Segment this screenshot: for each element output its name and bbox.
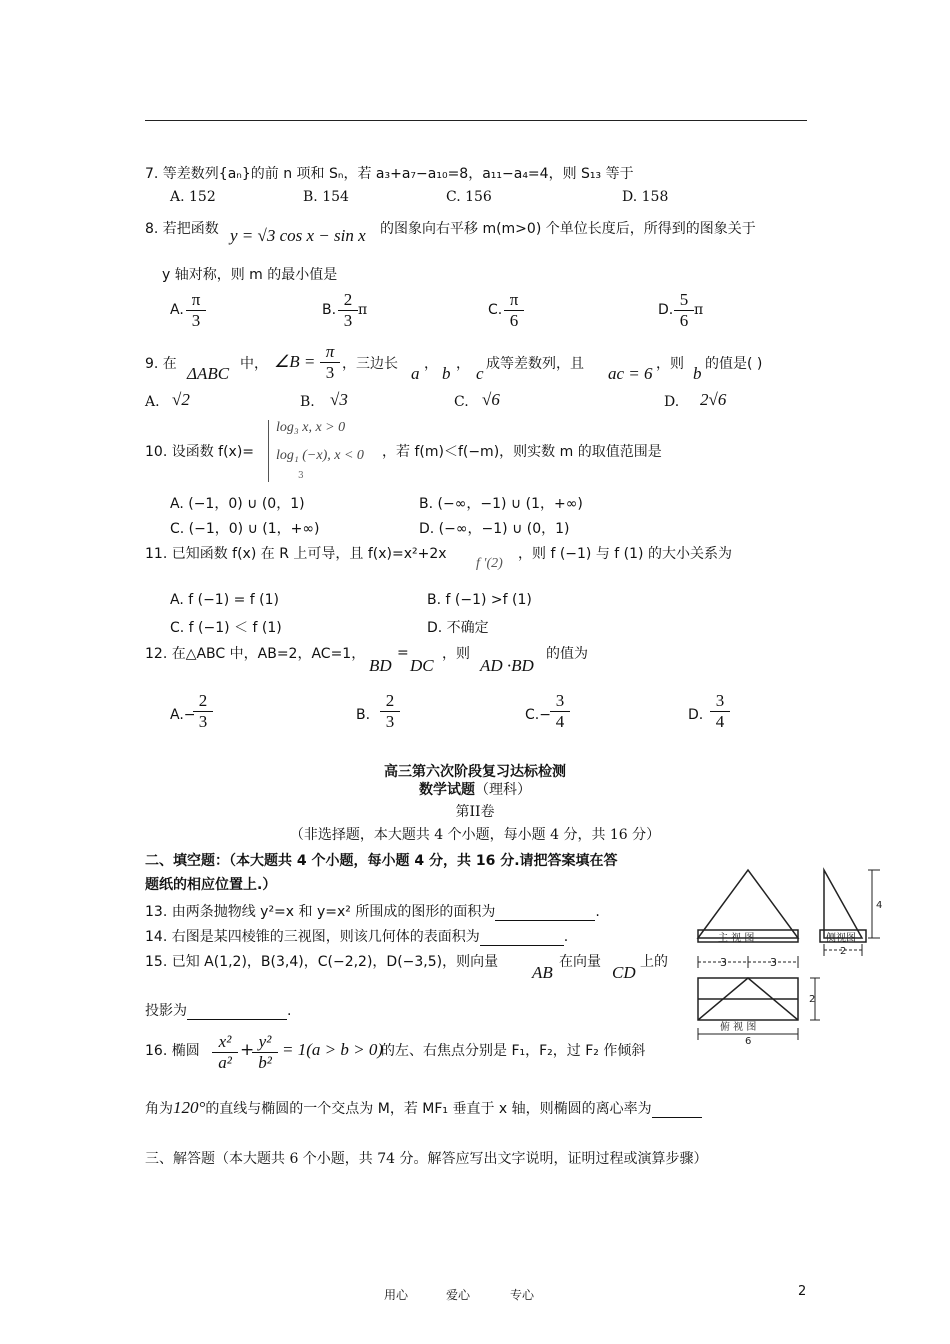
side-view: [820, 870, 866, 942]
q7-option-a: A. 152: [170, 189, 216, 205]
q8-option-a-frac: $\frac{\pi}{3}$: [186, 290, 206, 331]
exam-subtitle: 数学试题（理科）: [419, 782, 531, 798]
q7-option-c: C. 156: [446, 189, 492, 205]
q14-answer-blank: [480, 931, 564, 946]
q15-vector-ab: AB: [532, 963, 553, 982]
q12-option-b-label: B.: [356, 707, 371, 723]
q9-part3: ，三边长: [342, 356, 398, 372]
q12-option-a-label: A.−: [170, 707, 196, 723]
q9-part1: 9. 在: [145, 356, 177, 372]
q15-line2: 投影为 .: [145, 1003, 292, 1019]
q16-part2: 的左、右焦点分别是 F₁，F₂，过 F₂ 作倾斜: [381, 1043, 646, 1059]
q9-side-b: b: [442, 364, 451, 383]
q13-text: 13. 由两条抛物线 y²=x 和 y=x² 所围成的图形的面积为 .: [145, 904, 600, 920]
q15-answer-blank: [187, 1005, 287, 1020]
q9-option-a-value: √2: [172, 390, 190, 409]
q7-option-d: D. 158: [622, 189, 669, 205]
q10-option-b: B. (−∞，−1) ∪ (1，+∞): [419, 496, 583, 512]
q9-triangle: ΔABC: [187, 364, 230, 383]
page-number: 2: [798, 1284, 807, 1299]
header-rule: [145, 120, 807, 121]
q11-option-b: B. f (−1) >f (1): [427, 592, 532, 608]
dimension-4: 4: [876, 900, 883, 911]
exam-title: 高三第六次阶段复习达标检测: [384, 764, 566, 780]
q9-option-d-label: D.: [664, 394, 680, 410]
q15-vector-cd: CD: [612, 963, 636, 982]
q16-part1: 16. 椭圆: [145, 1043, 200, 1059]
q8-option-c-frac: $\frac{\pi}{6}$: [504, 290, 524, 331]
q12-option-d-label: D.: [688, 707, 704, 723]
q16-plus: +: [240, 1040, 255, 1060]
q15-part3: 上的: [640, 954, 668, 970]
q12-vector-dc: DC: [410, 656, 434, 675]
q12-part2: ，则: [442, 646, 470, 662]
q16-x-frac: $\frac{\text{x²}}{\text{a²}}$: [212, 1032, 238, 1073]
section-2-line1: 二、填空题：（本大题共 4 个小题，每小题 4 分，共 16 分.请把答案填在答: [145, 853, 618, 869]
q11-option-d: D. 不确定: [427, 620, 489, 636]
q15-part1: 15. 已知 A(1,2)，B(3,4)，C(−2,2)，D(−3,5)，则向量: [145, 954, 499, 970]
q12-part1: 12. 在△ABC 中，AB=2，AC=1，: [145, 646, 366, 662]
q12-option-c-label: C.−: [525, 707, 551, 723]
dimension-lines: [698, 870, 883, 1040]
volume-description: （非选择题，本大题共 4 个小题，每小题 4 分，共 16 分）: [289, 827, 661, 843]
dimension-6: 6: [745, 1036, 752, 1045]
q13-answer-blank: [495, 906, 595, 921]
q8-option-d-label: D.: [658, 302, 674, 318]
q9-angle-frac: $\frac{\pi}{3}$: [320, 342, 340, 383]
q12-option-c-frac: $\frac{3}{4}$: [550, 691, 570, 732]
q11-part1: 11. 已知函数 f(x) 在 R 上可导，且 f(x)=x²+2x: [145, 546, 447, 562]
q9-option-b-label: B.: [300, 394, 315, 410]
q12-part3: 的值为: [546, 646, 588, 662]
three-view-figure: [690, 860, 885, 1045]
q9-option-c-value: √6: [482, 390, 500, 409]
q8-option-b-pi: π: [358, 302, 368, 318]
footer-word-2: 爱心: [446, 1288, 471, 1302]
q9-side-c: c: [476, 364, 484, 383]
q7-stem: 7. 等差数列{aₙ}的前 n 项和 Sₙ，若 a₃+a₇−a₁₀=8，a₁₁−a₄=4，则 S₁₃ 等于: [145, 166, 634, 182]
q9-side-a: a: [411, 364, 420, 383]
section-2-line2: 题纸的相应位置上.）: [145, 877, 277, 893]
q9-ac-equals: ac = 6: [608, 364, 653, 383]
q8-option-b-frac: $\frac{2}{3}$: [338, 290, 358, 331]
volume-label: 第II卷: [455, 804, 495, 820]
q10-case2-base: 3: [298, 471, 304, 481]
section-3: 三、解答题（本大题共 6 个小题，共 74 分。解答应写出文字说明，证明过程或演算步骤）: [145, 1151, 708, 1167]
front-view-label: 主 视 图: [718, 933, 755, 944]
q8-option-d-pi: π: [694, 302, 704, 318]
q7-option-b: B. 154: [303, 189, 349, 205]
q16-answer-blank: [652, 1103, 702, 1118]
q8-option-d-frac: $\frac{5}{6}$: [674, 290, 694, 331]
q9-comma1: ，: [424, 356, 438, 372]
q8-line2: y 轴对称，则 m 的最小值是: [162, 267, 338, 283]
q9-option-c-label: C.: [454, 394, 469, 410]
q10-option-c: C. (−1，0) ∪ (1，+∞): [170, 521, 320, 537]
dimension-2-top: 2: [809, 994, 816, 1005]
q11-option-a: A. f (−1) = f (1): [170, 592, 280, 608]
q8-option-a-label: A.: [170, 302, 184, 318]
q11-derivative: f ′(2): [476, 556, 503, 571]
footer-word-3: 专心: [510, 1288, 535, 1302]
q10-case-brace: [268, 420, 269, 482]
q10-option-d: D. (−∞，−1) ∪ (0，1): [419, 521, 570, 537]
footer-word-1: 用心: [384, 1288, 409, 1302]
top-view-label: 俯 视 图: [720, 1022, 757, 1033]
q9-part6: 的值是( ): [705, 356, 763, 372]
q9-part5: ，则: [656, 356, 684, 372]
top-view: [698, 978, 798, 1020]
q9-option-d-value: 2√6: [700, 390, 727, 409]
q9-part4: 成等差数列，且: [486, 356, 584, 372]
front-view: [698, 870, 798, 942]
q10-case2: log₁ (−x), x < 0: [276, 448, 364, 463]
q9-b: b: [693, 364, 702, 383]
q10-part2: ，若 f(m)＜f(−m)，则实数 m 的取值范围是: [382, 444, 662, 460]
dimension-3-left: 3: [720, 956, 727, 969]
q10-option-a: A. (−1，0) ∪ (0，1): [170, 496, 305, 512]
q12-option-b-frac: $\frac{2}{3}$: [380, 691, 400, 732]
q9-comma2: ，: [456, 356, 470, 372]
q8-option-b-label: B.: [322, 302, 337, 318]
q12-option-a-frac: $\frac{2}{3}$: [193, 691, 213, 732]
q8-stem-prefix: 8. 若把函数: [145, 221, 219, 237]
q16-line2: 角为120°的直线与椭圆的一个交点为 M，若 MF₁ 垂直于 x 轴，则椭圆的离心率为: [145, 1098, 702, 1118]
q9-option-a-label: A.: [145, 394, 160, 410]
q12-dot-product: AD ·BD: [480, 656, 534, 675]
q16-y-frac: $\frac{\text{y²}}{\text{b²}}$: [252, 1032, 278, 1073]
q12-vector-bd: BD: [369, 656, 392, 675]
side-view-label: 侧视图: [826, 933, 856, 944]
q9-part2: 中，: [240, 356, 268, 372]
dimension-2-side: 2: [840, 946, 847, 957]
q8-stem-suffix: 的图象向右平移 m(m>0) 个单位长度后，所得到的图象关于: [380, 221, 756, 237]
q10-case1: log₃ x, x > 0: [276, 420, 346, 435]
q10-part1: 10. 设函数 f(x)=: [145, 444, 255, 460]
q16-condition: = 1(a > b > 0): [282, 1040, 383, 1059]
q11-part2: ，则 f (−1) 与 f (1) 的大小关系为: [518, 546, 732, 562]
q12-equals: =: [397, 645, 409, 661]
q12-option-d-frac: $\frac{3}{4}$: [710, 691, 730, 732]
q8-formula: y = √3 cos x − sin x: [230, 226, 366, 245]
q15-part2: 在向量: [559, 954, 601, 970]
q9-option-b-value: √3: [330, 390, 348, 409]
q8-option-c-label: C.: [488, 302, 503, 318]
q11-option-c: C. f (−1) ＜ f (1): [170, 620, 282, 636]
q14-text: 14. 右图是某四棱锥的三视图，则该几何体的表面积为 .: [145, 929, 569, 945]
q9-angle: ∠B =: [274, 352, 316, 371]
dimension-3-right: 3: [770, 956, 777, 969]
